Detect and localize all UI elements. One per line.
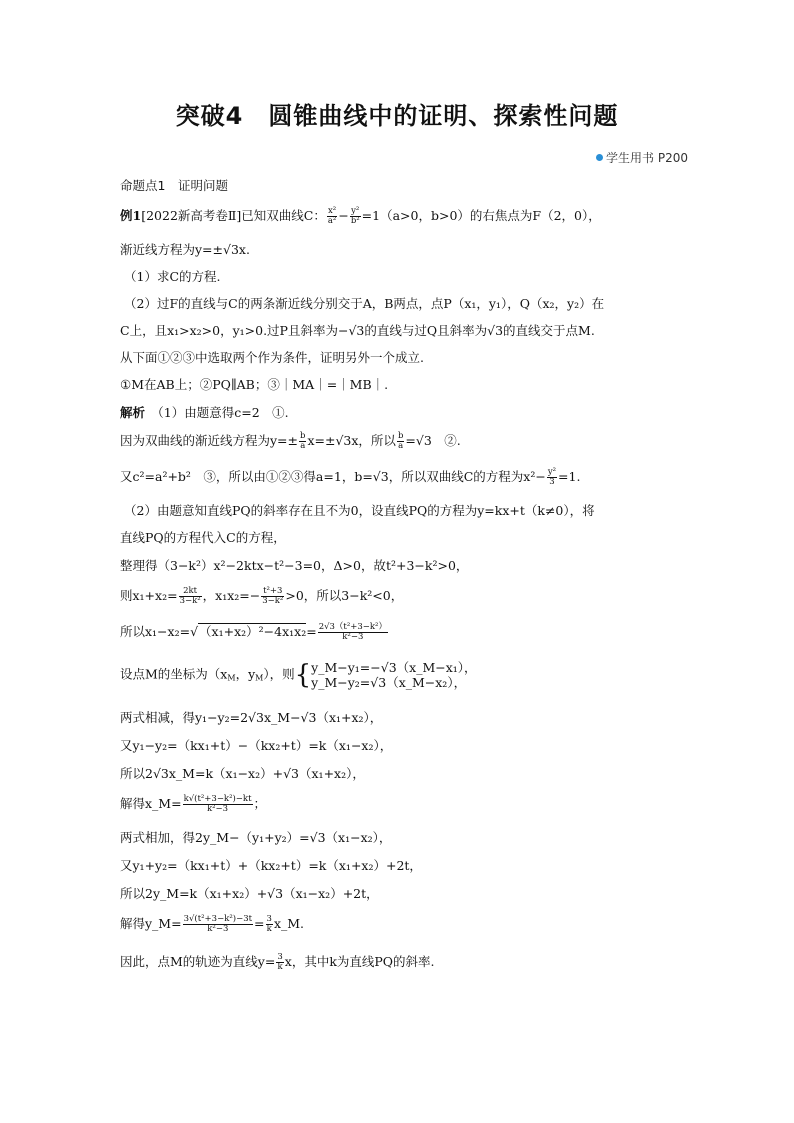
num: 3√(t²+3−k²)−3t (183, 914, 253, 924)
solution-line-10: 两式相减，得y₁−y₂=2√3x_M−√3（x₁+x₂）， (120, 710, 383, 725)
text: = (306, 624, 317, 639)
den: 3 (549, 477, 555, 487)
text: x，其中k为直线PQ的斜率. (284, 954, 435, 969)
num: 2kt (179, 587, 202, 597)
text: =1（a>0，b>0）的右焦点为F（2，0）， (361, 208, 601, 223)
den: a (398, 441, 404, 451)
num: 2√3（t²+3−k²） (318, 622, 387, 632)
fraction (266, 915, 273, 934)
solution-line-8: 所以x₁−x₂=√（x₁+x₂）²−4x₁x₂= $\frac{\text{2√3（t²+3−k²）}}{\text{k²−3}}$ (120, 622, 387, 642)
fraction (327, 207, 337, 226)
num: b (300, 431, 306, 441)
radicand: （x₁+x₂）²−4x₁x₂ (199, 624, 307, 639)
solution-line-9: 设点M的坐标为（$x_M$，$y_M$），则{y_M−y₁=−√3（x_M−x₁）， y_M−y₂=√3（x_M−x₂）， (120, 660, 477, 690)
solution-line-12: 所以2√3x_M=k（x₁−x₂）+√3（x₁+x₂）， (120, 766, 365, 781)
fraction (397, 432, 404, 451)
fraction (183, 795, 253, 814)
den: 3−k² (179, 596, 201, 606)
question-2-line-4: ①M在AB上；②PQ∥AB；③｜MA｜=｜MB｜. (120, 377, 389, 392)
question-1: （1）求C的方程. (124, 269, 221, 284)
solution-line-1 (120, 403, 289, 421)
den: a (300, 441, 306, 451)
den: a² (327, 216, 337, 226)
solution-line-15: 又y₁+y₂=（kx₁+t）+（kx₂+t）=k（x₁+x₂）+2t， (120, 858, 422, 873)
section-heading: 命题点1 证明问题 (120, 178, 228, 193)
fraction (299, 432, 306, 451)
den: k²−3 (206, 804, 229, 814)
example-label: 例1 (120, 208, 142, 223)
text: 因此，点M的轨迹为直线y= (120, 954, 276, 969)
text: ，y (235, 666, 256, 682)
num: 3 (277, 952, 283, 962)
solution-line-2 (120, 431, 461, 451)
num: t²+3 (263, 586, 283, 596)
page-title: 突破4 圆锥曲线中的证明、探索性问题 (175, 102, 619, 130)
text: 又c²=a²+b² ③，所以由①②③得a=1，b=√3，所以双曲线C的方程为x²− (120, 469, 546, 484)
solution-line-16: 所以2y_M=k（x₁+x₂）+√3（x₁−x₂）+2t， (120, 886, 379, 901)
text: 所以x₁−x₂= (120, 624, 191, 639)
num: x² (327, 206, 337, 216)
brace-icon: { (294, 660, 312, 690)
solution-line-3 (120, 467, 580, 487)
fraction (179, 587, 202, 606)
text: 已知双曲线C： (241, 208, 326, 223)
num: k√(t²+3−k²)−kt (183, 794, 252, 804)
text: ，x₁x₂=− (202, 588, 261, 603)
question-2-line-1: （2）过F的直线与C的两条渐近线分别交于A，B两点，点P（x₁，y₁），Q（x₂，y₂）在 (124, 296, 605, 311)
text: （1）由题意得c=2 ①. (157, 405, 289, 420)
fraction (350, 207, 361, 226)
bullet-icon (596, 154, 603, 161)
num: y² (547, 467, 557, 477)
solution-line-5: 直线PQ的方程代入C的方程， (120, 530, 286, 545)
text: =1. (558, 469, 581, 484)
solution-line-7 (120, 586, 403, 606)
text: = (254, 916, 265, 931)
text: 设点M的坐标为（x (120, 666, 228, 682)
text: 解得y_M= (120, 916, 182, 931)
text: ），则 (263, 666, 295, 682)
example-source: [2022新高考卷Ⅱ] (141, 208, 242, 223)
question-2-line-2: C上，且x₁>x₂>0，y₁>0.过P且斜率为−√3的直线与过Q且斜率为√3的直线交于点M. (120, 323, 595, 338)
den: k²−3 (207, 924, 229, 934)
example-line-2: 渐近线方程为y=±√3x. (120, 242, 250, 257)
fraction (547, 468, 557, 487)
solution-label: 解析 (120, 405, 146, 420)
den: k²−3 (342, 632, 364, 642)
example-line-1: 例1[2022新高考卷Ⅱ]已知双曲线C： $\frac{\text{x²}}{\text{a²}}$ − $\frac{\text{y²}}{\text{b²}}$ =1（a>0，b>0）的右焦点为F（2，0）， (120, 206, 601, 226)
den: k (277, 962, 283, 972)
solution-line-4: （2）由题意知直线PQ的斜率存在且不为0，设直线PQ的方程为y=kx+t（k≠0），将 (124, 503, 595, 518)
solution-line-14: 两式相加，得2y_M−（y₁+y₂）=√3（x₁−x₂）， (120, 830, 392, 845)
solution-line-18 (120, 952, 435, 972)
fraction (318, 623, 388, 642)
fraction (276, 953, 283, 972)
text: >0，所以3−k²<0， (285, 588, 404, 603)
eq: y_M−y₁=−√3（x_M−x₁）， (311, 660, 477, 675)
text: 解得x_M= (120, 796, 182, 811)
den: k (266, 924, 272, 934)
equation-system (311, 660, 476, 690)
den: 3−k² (262, 596, 284, 606)
num: 3 (266, 914, 272, 924)
den: b² (350, 216, 360, 226)
text: =√3 ②. (405, 433, 461, 448)
question-2-line-3: 从下面①②③中选取两个作为条件，证明另外一个成立. (120, 350, 424, 365)
text: x=±√3x，所以 (307, 433, 396, 448)
text: ； (253, 796, 267, 811)
text: x_M. (273, 916, 305, 931)
page-reference (596, 149, 688, 166)
solution-line-13 (120, 794, 266, 814)
solution-line-11: 又y₁−y₂=（kx₁+t）−（kx₂+t）=k（x₁−x₂）， (120, 738, 393, 753)
fraction (183, 915, 253, 934)
eq: y_M−y₂=√3（x_M−x₂）， (311, 675, 467, 690)
num: y² (351, 206, 360, 216)
reference-text: 学生用书 P200 (606, 151, 688, 165)
fraction (261, 587, 284, 606)
text: 则x₁+x₂= (120, 588, 178, 603)
solution-line-6: 整理得（3−k²）x²−2ktx−t²−3=0，Δ>0，故t²+3−k²>0， (120, 558, 469, 573)
num: b (397, 431, 404, 441)
solution-line-17 (120, 914, 304, 934)
text: 因为双曲线的渐近线方程为y=± (120, 433, 299, 448)
